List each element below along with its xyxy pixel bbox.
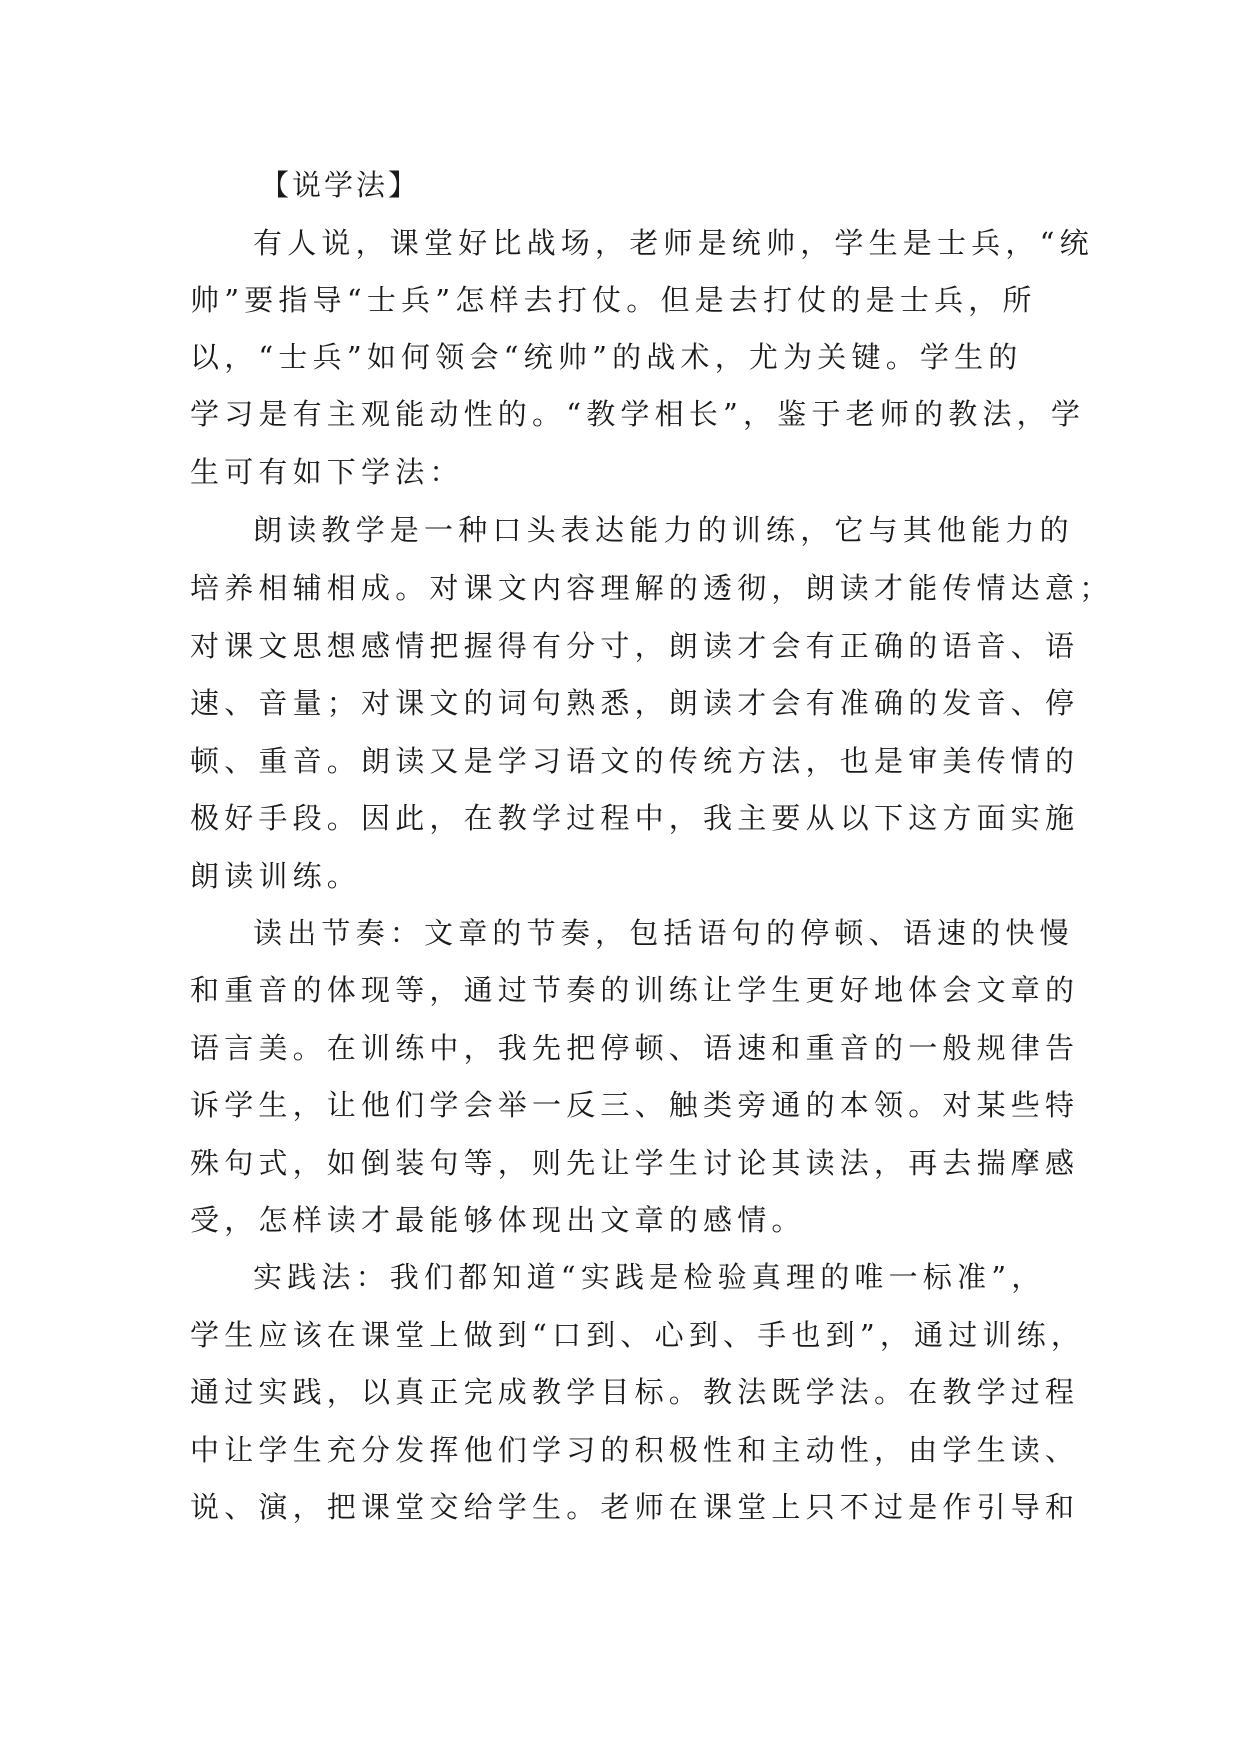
paragraph-line: 通过实践，以真正完成教学目标。教法既学法。在教学过程 [190,1375,1080,1409]
paragraph-line: 实践法：我们都知道“实践是检验真理的唯一标准”， [253,1260,1046,1294]
paragraph-line: 殊句式，如倒装句等，则先让学生讨论其读法，再去揣摩感 [190,1146,1080,1180]
paragraph-line: 极好手段。因此，在教学过程中，我主要从以下这方面实施 [190,801,1080,835]
paragraph-line: 朗读教学是一种口头表达能力的训练，它与其他能力的 [253,513,1074,547]
paragraph-line: 中让学生充分发挥他们学习的积极性和主动性，由学生读、 [190,1433,1080,1467]
section-heading: 【说学法】 [260,168,421,202]
paragraph-line: 速、音量；对课文的词句熟悉，朗读才会有准确的发音、停 [190,686,1080,720]
paragraph-line: 读出节奏：文章的节奏，包括语句的停顿、语速的快慢 [253,916,1074,950]
paragraph-line: 受，怎样读才最能够体现出文章的感情。 [190,1203,806,1237]
paragraph-line: 培养相辅相成。对课文内容理解的透彻，朗读才能传情达意； [190,571,1114,605]
paragraph-line: 和重音的体现等，通过节奏的训练让学生更好地体会文章的 [190,973,1080,1007]
paragraph-line: 学生应该在课堂上做到“口到、心到、手也到”，通过训练， [190,1318,1086,1352]
paragraph-line: 说、演，把课堂交给学生。老师在课堂上只不过是作引导和 [190,1490,1080,1524]
paragraph-line: 生可有如下学法： [190,455,464,489]
paragraph-line: 帅”要指导“士兵”怎样去打仗。但是去打仗的是士兵，所 [190,283,1037,317]
paragraph-line: 学习是有主观能动性的。“教学相长”，鉴于老师的教法，学 [190,397,1086,431]
paragraph-line: 顿、重音。朗读又是学习语文的传统方法，也是审美传情的 [190,744,1080,778]
paragraph-line: 语言美。在训练中，我先把停顿、语速和重音的一般规律告 [190,1031,1080,1065]
paragraph-line: 以，“士兵”如何领会“统帅”的战术，尤为关键。学生的 [190,340,1023,374]
paragraph-line: 有人说，课堂好比战场，老师是统帅，学生是士兵，“统 [253,226,1094,260]
paragraph-line: 朗读训练。 [190,859,362,893]
paragraph-line: 诉学生，让他们学会举一反三、触类旁通的本领。对某些特 [190,1088,1080,1122]
paragraph-line: 对课文思想感情把握得有分寸，朗读才会有正确的语音、语 [190,629,1080,663]
